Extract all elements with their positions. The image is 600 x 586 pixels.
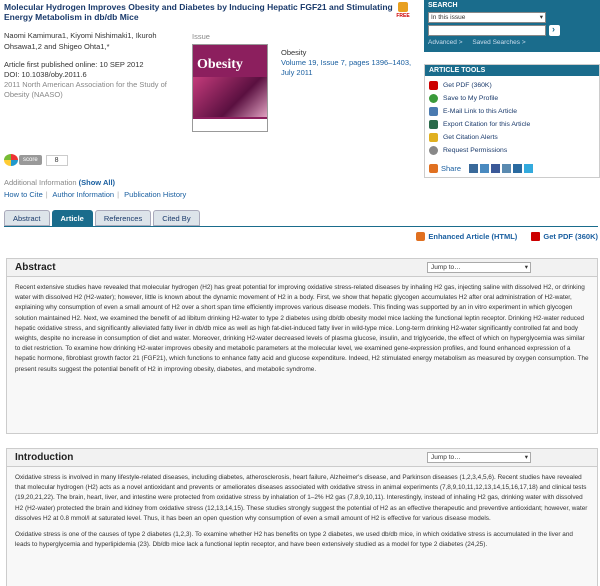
article-tabs [4,210,202,226]
abstract-text: Recent extensive studies have revealed that molecular hydrogen (H2) has great potential for improving oxidative stress-related diseases by inhaling H2 gas, injecting saline with dissolved H2, or drinking water with dissolved H2 (H2-water); however, little is known about the dynamic movement of H2 in a body. First, we show that hepatic glycogen accumulates H2 after oral administration of H2-water, explaining why consumption of even a small amount of H2 over a short span time efficiently improves various disease models. This finding was supported by an in vitro experiment in which glycogen solution maintained H2. Next, we examined the benefit of ad libitum drinking H2-water to type 2 diabetes using db/db obesity model mice lacking the functional leptin receptor. Drinking H2-water reduced hepatic oxidative stress, and significantly alleviated fatty liver in db/db mice as well as high fat-diet-induced fatty liver in wild-type mice. Long-term drinking H2-water significantly controlled fat and body weights, despite no increase in consumption of diet and water. Moreover, drinking H2-water decreased levels of plasma glucose, insulin, and triglyceride, the effect of which on hyperglycemia was similar to diet restriction. To examine how drinking H2-water improves obesity and metabolic parameters at the molecular level, we examined gene-expression profiles, and found enhanced expression of a hepatic hormone, fibroblast growth factor 21 (FGF21), which functions to enhance fatty acid and glucose expenditure. Indeed, H2 stimulated energy metabolism as measured by oxygen consumption. The present results suggest the potential benefit of H2 in improving obesity, diabetes, and metabolic syndrome. [15,284,589,373]
introduction-section [6,448,598,586]
linkedin-icon[interactable] [513,164,522,173]
journal-cover-image[interactable] [192,44,268,132]
abstract-section [6,258,598,434]
additional-information [4,178,115,187]
share-plus-icon[interactable] [429,164,438,173]
additional-links: How to Cite | Author Information | Publication History [4,190,187,199]
introduction-paragraph-2: Oxidative stress is one of the causes of type 2 diabetes (1,2,3). To examine whether H2 has benefits on type 2 diabetes, we used db/db mice, in which oxidative stress is accumulated in the liver and leads to hyperglycemia and hyperlipidemia (23). Db/db mice lack a functional leptin receptor, and have been extensively studied as a model for type 2 diabetes (24,25). [15,531,573,549]
reddit-icon[interactable] [502,164,511,173]
search-go-button[interactable] [549,25,560,36]
enhanced-article-icon [416,232,425,241]
additional-info-label: Additional Information [4,178,77,187]
pdf-icon [531,232,540,241]
introduction-header [7,449,597,467]
article-tools-list [425,76,599,160]
free-access-badge: FREE [396,2,410,19]
author-list[interactable]: Naomi Kamimura1, Kiyomi Nishimaki1, Ikuroh Ohsawa1,2 and Shigeo Ohta1,* [4,31,157,51]
search-scope-select[interactable]: In this issue ▾ [428,12,546,23]
tool-get-pdf[interactable]: Get PDF (360K) [429,79,595,92]
search-panel [424,0,600,52]
saved-searches-link[interactable]: Saved Searches > [472,39,526,46]
permissions-icon [429,146,438,155]
introduction-jump-select[interactable]: Jump to… ▾ [427,452,531,463]
search-links [428,39,596,46]
pdf-icon [429,81,438,90]
tool-email-link[interactable]: E-Mail Link to this Article [429,105,595,118]
delicious-icon[interactable] [469,164,478,173]
journal-name: Obesity [281,48,307,57]
tool-export-citation[interactable]: Export Citation for this Article [429,118,595,131]
share-row [425,164,599,177]
enhanced-article-link[interactable]: Enhanced Article (HTML) [416,232,517,241]
published-date: Article first published online: 10 SEP 2012 [4,60,144,69]
altmetric-score-value: 8 [46,155,68,166]
show-all-link[interactable]: (Show All) [78,178,116,187]
tab-divider [4,226,598,227]
search-input-row [428,25,596,36]
tab-cited-by[interactable]: Cited By [153,210,199,226]
sidebar [424,0,600,206]
copyright: 2011 North American Association for the Study of Obesity (NAASO) [4,80,167,99]
altmetric-widget[interactable] [4,154,68,166]
email-icon [429,107,438,116]
get-pdf-link[interactable]: Get PDF (360K) [531,232,598,241]
cover-title: Obesity [197,57,243,72]
abstract-jump-select[interactable]: Jump to… ▾ [427,262,531,273]
share-label[interactable]: Share [441,164,462,173]
introduction-text [7,467,597,556]
export-icon [429,120,438,129]
publication-info [4,60,194,100]
altmetric-score-tag: score [19,155,42,165]
introduction-heading: Introduction [15,452,74,463]
twitter-icon[interactable] [524,164,533,173]
cover-graphic [193,77,267,117]
lock-icon [398,2,408,12]
article-actions [390,232,598,243]
tab-article[interactable]: Article [52,210,93,226]
tool-citation-alerts[interactable]: Get Citation Alerts [429,131,595,144]
article-title: Molecular Hydrogen Improves Obesity and Diabetes by Inducing Hepatic FGF21 and Stimulating Energy Metabolism in db/db Mice [4,2,393,22]
publication-history-link[interactable]: Publication History [124,190,187,199]
advanced-search-link[interactable]: Advanced > [428,39,463,46]
altmetric-donut-icon [4,154,18,166]
tab-abstract[interactable]: Abstract [4,210,50,226]
tab-references[interactable]: References [95,210,151,226]
issue-label: Issue [192,32,210,41]
alert-icon [429,133,438,142]
tool-save-profile[interactable]: Save to My Profile [429,92,595,105]
abstract-header [7,259,597,277]
doi: DOI: 10.1038/oby.2011.6 [4,70,87,79]
issue-info [281,48,416,78]
volume-link[interactable]: Volume 19, Issue 7, pages 1396–1403, July 2011 [281,58,412,77]
how-to-cite-link[interactable]: How to Cite [4,190,43,199]
digg-icon[interactable] [480,164,489,173]
facebook-icon[interactable] [491,164,500,173]
author-information-link[interactable]: Author Information [52,190,115,199]
tool-request-permissions[interactable]: Request Permissions [429,144,595,157]
abstract-heading: Abstract [15,262,56,273]
introduction-paragraph-1: Oxidative stress is involved in many lifestyle-related diseases, including diabetes, atherosclerosis, heart failure, Alzheimer's disease, and Parkinson diseases (1,2,3,4,5,6). Recent studies have revealed that molecular hydrogen (H2) acts as a novel antioxidant and prevents or ameliorates diseases associated with oxidative stress in animal experiments (7,8,9,10,11,12,13,14,15,16,17,18) and clinical tests (19,20,21,22). The brain, heart, liver, and intestine were protected from oxidative stress by inhalation of 1–2% H2 gas (7,8,9,10,11). Interestingly, instead of inhaling H2 gas, drinking water with dissolved H2 (H2-water) protected the brain and kidney from oxidative stress (12,13,14,15). These studies strongly suggest the potential of H2 as an effective therapeutic and preventive antioxidant; however, water dissolves H2 at 0.8 mmol/l at saturated level. Thus, it has been an open question why consumption of even a small amount of H2 is effective for various disease models. [15,474,588,522]
add-icon [429,94,438,103]
cover-footer [193,119,267,131]
article-tools-heading: ARTICLE TOOLS [425,65,599,76]
search-input[interactable] [428,25,546,36]
article-tools-panel [424,64,600,178]
search-heading: SEARCH [428,2,458,9]
